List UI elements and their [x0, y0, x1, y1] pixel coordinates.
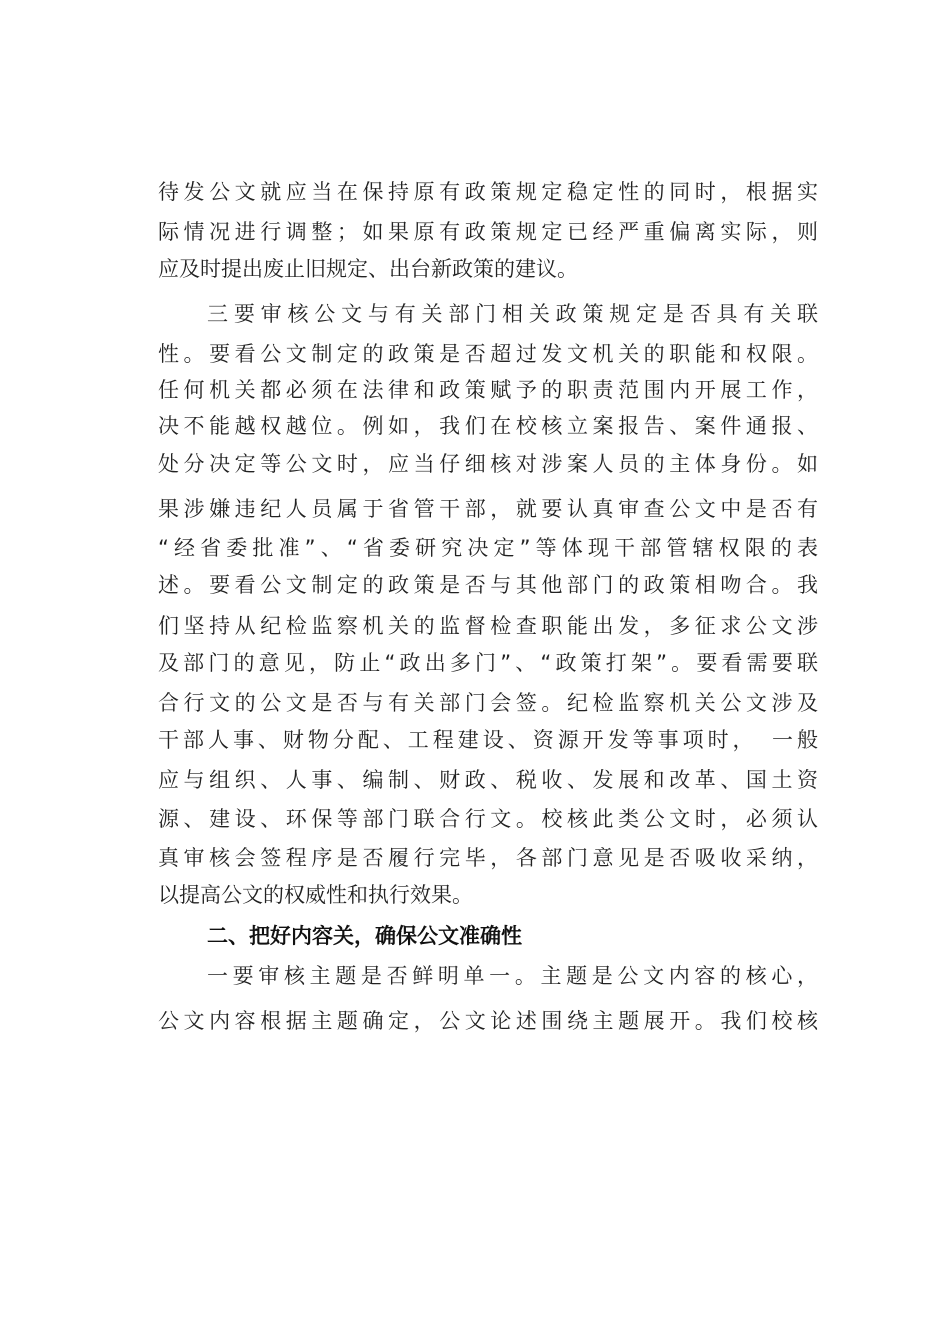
body-text-line: 公文内容根据主题确定，公文论述围绕主题展开。我们校核: [158, 1009, 818, 1033]
body-text-line: 三要审核公文与有关部门相关政策规定是否具有关联: [207, 302, 818, 326]
body-text-line: 及部门的意见，防止“政出多门”、“政策打架”。要看需要联: [158, 651, 818, 675]
body-text-line: 一要审核主题是否鲜明单一。主题是公文内容的核心，: [207, 964, 818, 988]
body-text-line: 果涉嫌违纪人员属于省管干部，就要认真审查公文中是否有: [158, 497, 818, 521]
body-text-line: 应及时提出废止旧规定、出台新政策的建议。: [158, 257, 578, 281]
body-text-line: 以提高公文的权威性和执行效果。: [158, 883, 473, 907]
body-text-line: 处分决定等公文时，应当仔细核对涉案人员的主体身份。如: [158, 452, 818, 476]
body-text-line: 合行文的公文是否与有关部门会签。纪检监察机关公文涉及: [158, 691, 818, 715]
body-text-line: 决不能越权越位。例如，我们在校核立案报告、案件通报、: [158, 414, 818, 438]
body-text-line: 性。要看公文制定的政策是否超过发文机关的职能和权限。: [158, 342, 818, 366]
body-text-line: 真审核会签程序是否履行完毕，各部门意见是否吸收采纳，: [158, 846, 818, 870]
body-text-line: 们坚持从纪检监察机关的监督检查职能出发，多征求公文涉: [158, 614, 818, 638]
body-text-line: 任何机关都必须在法律和政策赋予的职责范围内开展工作，: [158, 378, 818, 402]
body-text-line: 应与组织、人事、编制、财政、税收、发展和改革、国土资: [158, 768, 818, 792]
body-text-line: 源、建设、环保等部门联合行文。校核此类公文时，必须认: [158, 807, 818, 831]
body-text-line: “经省委批准”、“省委研究决定”等体现干部管辖权限的表: [158, 536, 818, 560]
body-text-line: 干部人事、财物分配、工程建设、资源开发等事项时， 一般: [158, 728, 818, 752]
body-text-line: 际情况进行调整；如果原有政策规定已经严重偏离实际，则: [158, 220, 818, 244]
body-text-line: 待发公文就应当在保持原有政策规定稳定性的同时，根据实: [158, 180, 818, 204]
body-text-line: 述。要看公文制定的政策是否与其他部门的政策相吻合。我: [158, 573, 818, 597]
section-heading: 二、把好内容关，确保公文准确性: [207, 924, 522, 948]
